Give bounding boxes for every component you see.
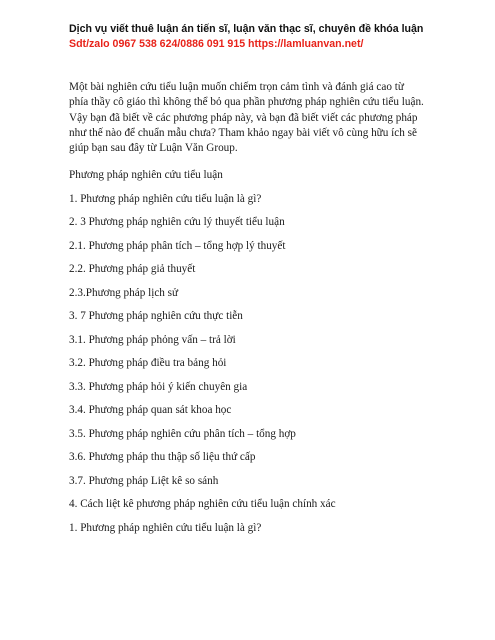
- toc-item: 3.4. Phương pháp quan sát khoa học: [69, 404, 232, 417]
- toc-item: 3.5. Phương pháp nghiên cứu phân tích – tổng hợp: [69, 427, 296, 440]
- toc-item: 2.2. Phương pháp giả thuyết: [69, 263, 196, 276]
- toc-item: 3.2. Phương pháp điều tra bảng hỏi: [69, 357, 227, 370]
- toc-item: 3.7. Phương pháp Liệt kê so sánh: [69, 474, 219, 487]
- toc-item: 3.3. Phương pháp hỏi ý kiến chuyên gia: [69, 380, 248, 393]
- toc-item: 2.3.Phương pháp lịch sử: [69, 286, 179, 299]
- intro-line: Vậy bạn đã biết về các phương pháp này, và bạn đã biết viết các phương pháp: [69, 111, 418, 124]
- toc-item: 1. Phương pháp nghiên cứu tiểu luận là gì?: [69, 192, 262, 205]
- section-heading: Phương pháp nghiên cứu tiểu luận: [69, 169, 223, 182]
- toc-item: 3.1. Phương pháp phỏng vấn – trả lời: [69, 333, 236, 346]
- service-title: Dịch vụ viết thuê luận án tiến sĩ, luận văn thạc sĩ, chuyên đề khóa luận: [69, 23, 424, 35]
- toc-item: 3. 7 Phương pháp nghiên cứu thực tiễn: [69, 310, 243, 323]
- toc-item: 1. Phương pháp nghiên cứu tiểu luận là gì?: [69, 521, 262, 534]
- page-header: [69, 22, 445, 52]
- toc-item: 4. Cách liệt kê phương pháp nghiên cứu tiểu luận chính xác: [69, 498, 336, 511]
- intro-line: Một bài nghiên cứu tiểu luận muốn chiếm trọn cảm tình và đánh giá cao từ: [69, 81, 404, 93]
- intro-line: như thế nào để chuẩn mẫu chưa? Tham khảo ngay bài viết vô cùng hữu ích sẽ: [69, 126, 417, 139]
- toc-item: 3.6. Phương pháp thu thập số liệu thứ cấp: [69, 451, 256, 464]
- intro-line: phía thầy cô giáo thì không thể bỏ qua phần phương pháp nghiên cứu tiểu luận.: [69, 96, 424, 109]
- contact-line: Sdt/zalo 0967 538 624/0886 091 915 https://lamluanvan.net/: [69, 38, 364, 50]
- table-of-contents: [69, 192, 445, 536]
- toc-item: 2.1. Phương pháp phân tích – tổng hợp lý thuyết: [69, 239, 286, 252]
- intro-paragraph: [69, 80, 445, 156]
- toc-item: 2. 3 Phương pháp nghiên cứu lý thuyết tiểu luận: [69, 216, 285, 229]
- intro-line: giúp bạn sau đây từ Luận Văn Group.: [69, 142, 238, 155]
